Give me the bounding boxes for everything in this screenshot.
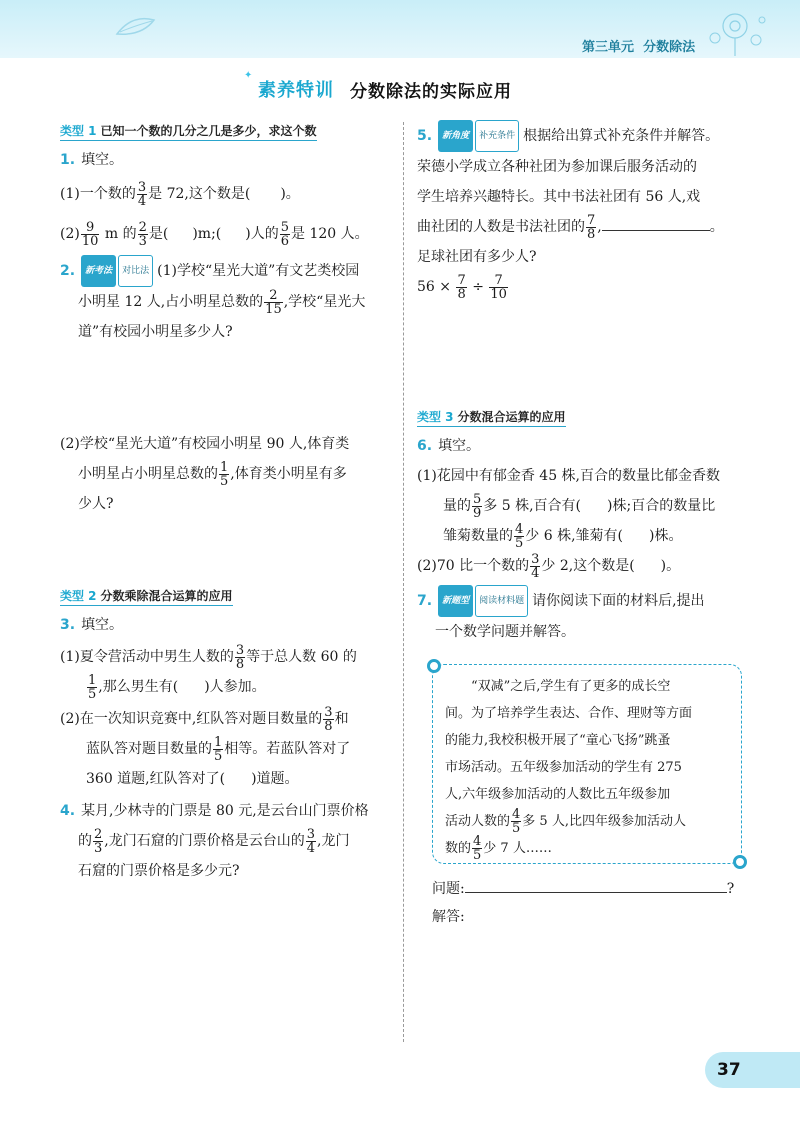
q4: 4. 某月,少林寺的门票是 80 元,是云台山门票价格 的 $\frac{2}{3}$ ,龙门石窟的门票价格是云台山的 $\frac{3}{4}$ ,龙门 石窟的门票价格是多少元? — [60, 803, 369, 879]
fraction: $\frac{5}{9}$ — [473, 491, 482, 521]
q1-sub2: (2) $\frac{9}{10}$ m 的 $\frac{2}{3}$ 是( )m;( )人的 $\frac{5}{6}$ 是 120 人。 — [60, 219, 369, 249]
dandelion-icon — [690, 8, 780, 58]
fraction: $\frac{2}{3}$ — [138, 219, 147, 249]
fraction: $\frac{7}{8}$ — [587, 212, 596, 242]
page-number: 37 — [717, 1060, 741, 1080]
q1-title: 1. 填空。 — [60, 152, 124, 168]
reading-line: 间。为了培养学生表达、合作、理财等方面 — [445, 706, 693, 721]
q2-part1: 2. 新考法 对比法 (1)学校“星光大道”有文艺类校园 小明星 12 人,占小明星总数的 $\frac{2}{15}$ ,学校“星光大 道”有校园小明星多少人? — [60, 255, 390, 347]
tag-new: 新题型 — [438, 585, 473, 617]
q7: 7. 新题型 阅读材料题 请你阅读下面的材料后,提出 一个数学问题并解答。 — [417, 585, 752, 647]
fraction: $\frac{2}{15}$ — [265, 287, 282, 317]
tag-new: 新角度 — [438, 120, 473, 152]
q6-sub1: (1)花园中有郁金香 45 株,百合的数量比郁金香数 量的 $\frac{5}{9}$ 多 5 株,百合有( )株;百合的数量比 雏菊数量的 $\frac{4}{5}$ 少 6 株,雏菊有( )株。 — [417, 468, 720, 551]
q6-sub2: (2)70 比一个数的 $\frac{3}{4}$ 少 2,这个数是( )。 — [417, 551, 681, 581]
q6-title: 6. 填空。 — [417, 438, 481, 454]
fraction: $\frac{4}{5}$ — [515, 521, 524, 551]
fraction: $\frac{4}{5}$ — [512, 807, 521, 836]
reading-line: 市场活动。五年级参加活动的学生有 275 — [445, 760, 682, 775]
fraction: $\frac{3}{4}$ — [531, 551, 540, 581]
fraction: $\frac{5}{6}$ — [280, 219, 289, 249]
fraction: $\frac{3}{4}$ — [137, 179, 147, 209]
title-main: 分数除法的实际应用 — [350, 81, 512, 102]
leaf-icon — [112, 12, 162, 42]
fraction: $\frac{9}{10}$ — [81, 219, 99, 249]
q1-sub1: (1)一个数的 $\frac{3}{4}$ 是 72,这个数是( )。 — [60, 179, 300, 209]
type3-heading: 类型 3 分数混合运算的应用 — [417, 408, 566, 427]
fraction: $\frac{2}{3}$ — [94, 826, 103, 856]
title-badge: ✦ 素养特训 — [248, 76, 334, 102]
type2-heading: 类型 2 分数乘除混合运算的应用 — [60, 587, 233, 606]
answer-blank[interactable] — [602, 230, 710, 231]
fraction: $\frac{3}{8}$ — [324, 704, 333, 734]
reading-line: 人,六年级参加活动的人数比五年级参加 — [445, 787, 671, 802]
reading-line: 活动人数的 $\frac{4}{5}$ 多 5 人,比四年级参加活动人 — [445, 807, 686, 836]
column-divider — [403, 122, 404, 1042]
fraction: $\frac{3}{4}$ — [306, 826, 316, 856]
type1-heading: 类型 1 已知一个数的几分之几是多少，求这个数 — [60, 122, 317, 141]
question-blank[interactable] — [465, 892, 727, 893]
q3-title: 3. 填空。 — [60, 617, 124, 633]
answer-label: 解答: — [432, 909, 465, 925]
q5: 5. 新角度 补充条件 根据给出算式补充条件并解答。 荣德小学成立各种社团为参加课后服务活动的 学生培养兴趣特长。其中书法社团有 56 人,戏 曲社团的人数是书法社团的 $\frac{7}{8}$ , 。 足球社团有多少人? 56 × $\frac{7}{8}$ ÷ $\frac{7}{10}$ — [417, 120, 752, 302]
page-number-badge — [705, 1052, 800, 1088]
fraction: $\frac{1}{5}$ — [214, 734, 223, 764]
fraction: $\frac{7}{10}$ — [490, 272, 507, 302]
reading-line: 数的 $\frac{4}{5}$ 少 7 人…… — [445, 834, 552, 863]
fraction: $\frac{3}{8}$ — [235, 642, 245, 672]
fraction: $\frac{1}{5}$ — [220, 459, 229, 489]
q2-part2: (2)学校“星光大道”有校园小明星 90 人,体育类 小明星占小明星总数的 $\frac{1}{5}$ ,体育类小明星有多 少人? — [60, 436, 350, 512]
q3-sub2: (2)在一次知识竞赛中,红队答对题目数量的 $\frac{3}{8}$ 和 蓝队答对题目数量的 $\frac{1}{5}$ 相等。若蓝队答对了 360 道题,红队答对了( )道题。 — [60, 704, 351, 787]
reading-material-box — [432, 664, 742, 864]
fraction: $\frac{4}{5}$ — [473, 834, 482, 863]
tag-new: 新考法 — [81, 255, 116, 287]
question-line: 问题: ? — [432, 881, 735, 897]
q3-sub1: (1)夏令营活动中男生人数的 $\frac{3}{8}$ 等于总人数 60 的 $\frac{1}{5}$ ,那么男生有( )人参加。 — [60, 642, 357, 702]
fraction: $\frac{7}{8}$ — [457, 272, 466, 302]
reading-line: “双减”之后,学生有了更多的成长空 — [471, 679, 671, 694]
unit-label: 第三单元 分数除法 — [582, 40, 696, 55]
right-column — [417, 120, 752, 647]
page-header — [0, 0, 800, 58]
fraction: $\frac{1}{5}$ — [88, 672, 97, 702]
left-column — [60, 120, 390, 886]
reading-line: 的能力,我校积极开展了“童心飞扬”跳蚤 — [445, 733, 671, 748]
page-title — [248, 74, 512, 104]
